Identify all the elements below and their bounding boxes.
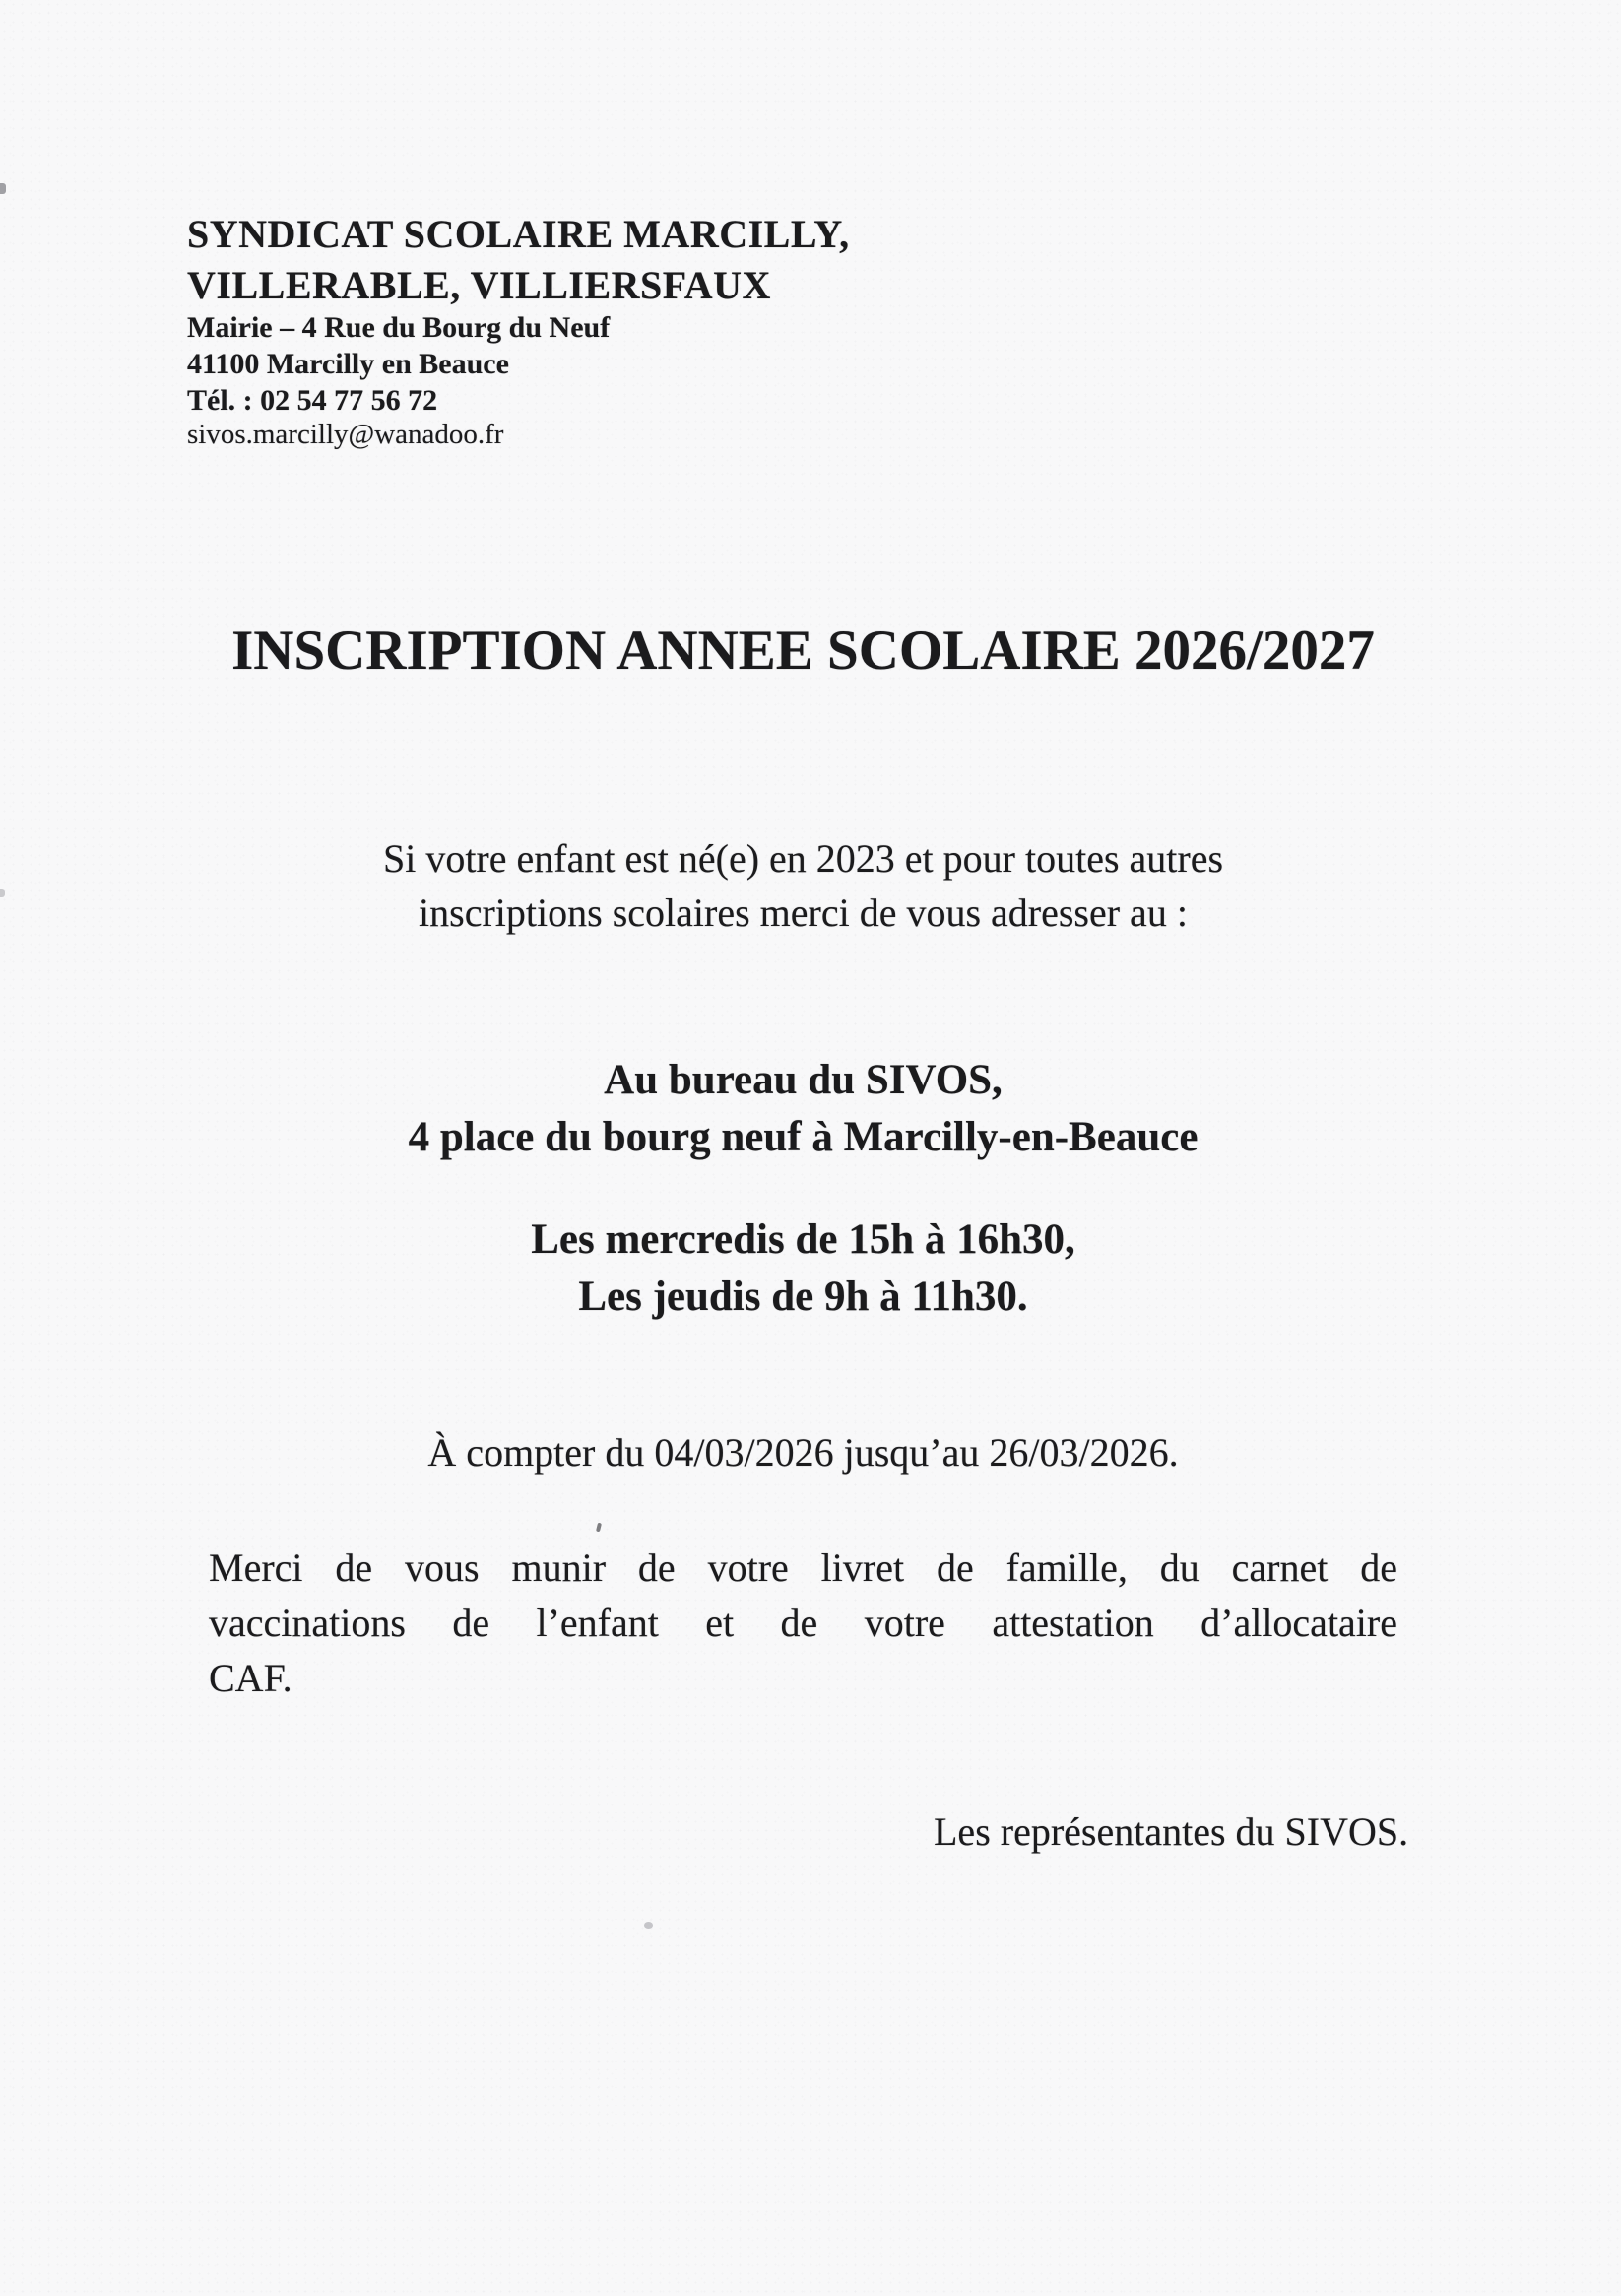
intro-paragraph [209, 831, 1397, 940]
address-city-line: 41100 Marcilly en Beauce [187, 348, 509, 380]
schedule-block [209, 1212, 1397, 1326]
letterhead-org-name [187, 209, 850, 311]
letterhead-address [187, 309, 610, 419]
office-line-2: 4 place du bourg neuf à Marcilly-en-Beauce [408, 1114, 1199, 1160]
intro-line-1: Si votre enfant est né(e) en 2023 et pour toutes autres [382, 836, 1224, 881]
scan-edge-artifact-2 [0, 889, 5, 897]
scan-speck-artifact-1 [596, 1523, 602, 1533]
address-street-line: Mairie – 4 Rue du Bourg du Neuf [187, 311, 611, 344]
org-name-line-2: VILLERABLE, VILLIERSFAUX [187, 263, 771, 307]
schedule-line-2: Les jeudis de 9h à 11h30. [578, 1274, 1028, 1320]
document-title: INSCRIPTION ANNEE SCOLAIRE 2026/2027 [231, 620, 1375, 682]
scan-edge-artifact-1 [0, 183, 6, 194]
office-line-1: Au bureau du SIVOS, [604, 1057, 1003, 1103]
scan-speck-artifact-2 [644, 1922, 653, 1929]
documents-line-2: vaccinations de l’enfant et de votre attestation d’allocataire [209, 1601, 1397, 1645]
phone-line: Tél. : 02 54 77 56 72 [187, 384, 438, 417]
office-block [209, 1052, 1397, 1166]
period-line: À compter du 04/03/2026 jusqu’au 26/03/2026. [427, 1430, 1179, 1475]
documents-line-3: CAF. [209, 1656, 292, 1700]
signature-line: Les représentantes du SIVOS. [934, 1809, 1409, 1854]
org-name-line-1: SYNDICAT SCOLAIRE MARCILLY, [187, 212, 850, 256]
email-address: sivos.marcilly@wanadoo.fr [187, 419, 504, 450]
intro-line-2: inscriptions scolaires merci de vous adresser au : [419, 890, 1188, 935]
documents-paragraph [209, 1541, 1397, 1706]
documents-line-1: Merci de vous munir de votre livret de famille, du carnet de [209, 1545, 1397, 1590]
schedule-line-1: Les mercredis de 15h à 16h30, [531, 1216, 1075, 1263]
